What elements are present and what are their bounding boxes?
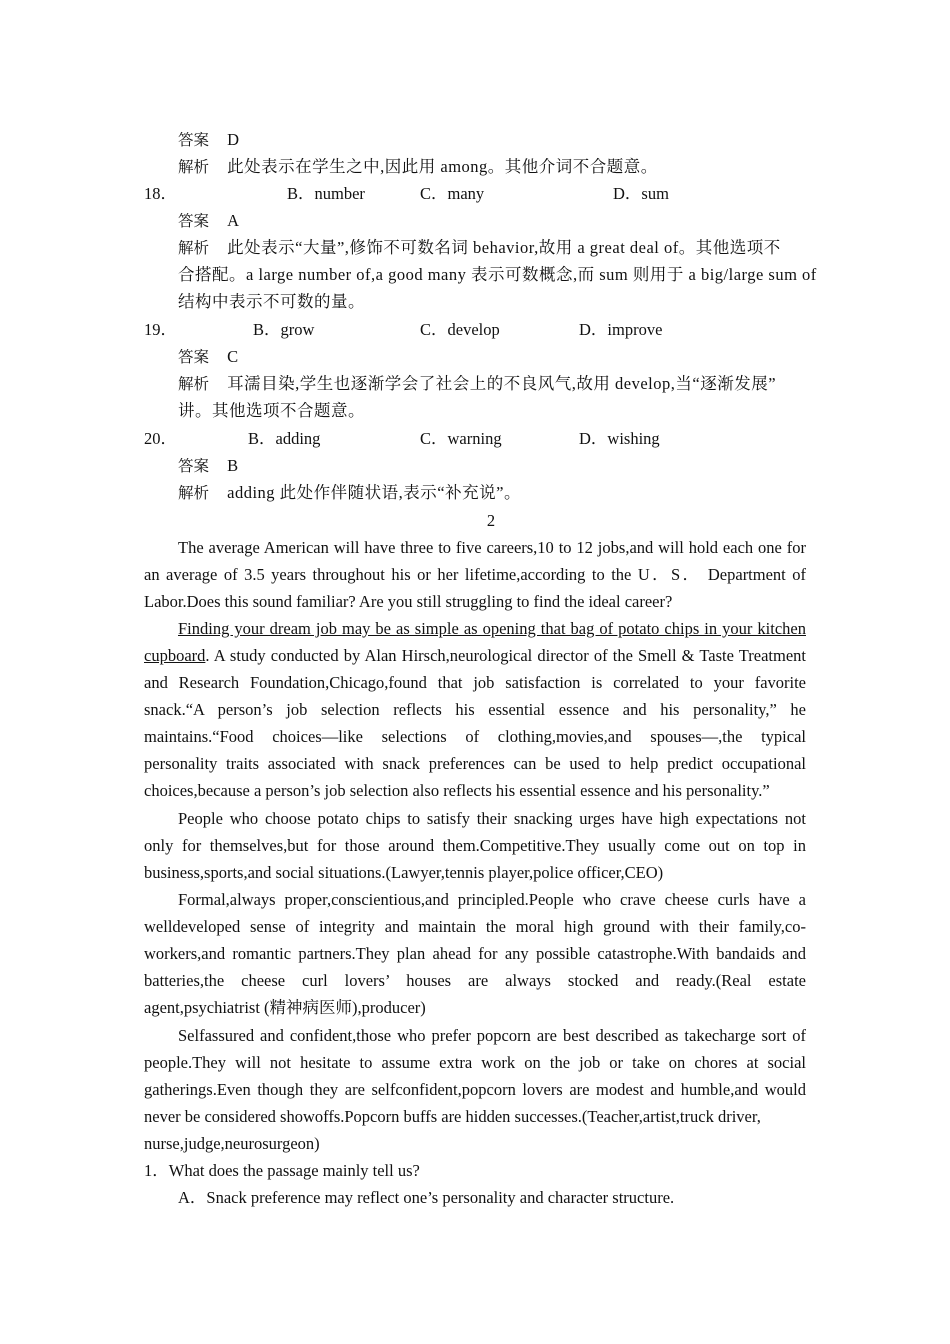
passage-line: nurse,judge,neurosurgeon): [144, 1134, 320, 1153]
passage-line: only for themselves,but for those around them.Competitive.They usually come out on top in: [144, 836, 806, 855]
q19-analysis-label: 解析: [178, 375, 210, 393]
q18-option-b: B．number: [287, 184, 365, 203]
passage-line: People who choose potato chips to satisfy their snacking urges have high expectations not: [178, 809, 806, 828]
q19-answer: C: [227, 347, 239, 366]
passage-underlined-word: cupboard: [144, 646, 206, 665]
section-number: 2: [486, 511, 496, 530]
q18-answer: A: [227, 211, 240, 230]
q18-number: 18．: [144, 184, 177, 203]
q17-analysis: 此处表示在学生之中,因此用 among。其他介词不合题意。: [227, 157, 658, 176]
q20-option-d: D．wishing: [579, 429, 660, 448]
q18-analysis-line: 结构中表示不可数的量。: [178, 292, 365, 311]
q20-option-b: B．adding: [248, 429, 321, 448]
question-1-stem: 1．What does the passage mainly tell us?: [144, 1161, 420, 1180]
q19-analysis-line: 讲。其他选项不合题意。: [178, 401, 365, 420]
q18-option-c: C．many: [420, 184, 485, 203]
q18-analysis-line: 此处表示“大量”,修饰不可数名词 behavior,故用 a great deal of。其他选项不: [227, 238, 781, 257]
q17-answer-label: 答案: [178, 131, 210, 149]
q18-analysis-row: [178, 237, 781, 259]
q19-analysis-line: 耳濡目染,学生也逐渐学会了社会上的不良风气,故用 develop,当“逐渐发展”: [227, 374, 777, 393]
q19-option-b: B．grow: [253, 320, 315, 339]
passage-line-rest: . A study conducted by Alan Hirsch,neurological director of the Smell & Taste Treatment: [205, 646, 806, 665]
passage-line: and Research Foundation,Chicago,found that job satisfaction is correlated to your favorite: [144, 673, 806, 692]
q19-analysis-row: [178, 373, 776, 395]
q20-answer: B: [227, 456, 239, 475]
passage-line: never be considered showoffs.Popcorn buffs are hidden successes.(Teacher,artist,truck driver,: [144, 1107, 761, 1126]
question-1-option-a: A．Snack preference may reflect one’s personality and character structure.: [178, 1188, 675, 1207]
passage-line: an average of 3.5 years throughout his or her lifetime,according to the U．S． Department of: [144, 565, 806, 584]
q20-answer-row: [178, 455, 238, 477]
passage-line: Formal,always proper,conscientious,and principled.People who crave cheese curls have a: [178, 890, 806, 909]
q19-answer-label: 答案: [178, 348, 210, 366]
q18-analysis-label: 解析: [178, 239, 210, 257]
passage-line: business,sports,and social situations.(Lawyer,tennis player,police officer,CEO): [144, 863, 664, 882]
passage-line: [144, 645, 806, 667]
q20-number: 20．: [144, 429, 177, 448]
q20-analysis-row: [178, 482, 521, 504]
q18-answer-row: [178, 210, 239, 232]
passage-line: workers,and romantic partners.They plan ahead for any possible catastrophe.With bandaids and: [144, 944, 806, 963]
passage-line: The average American will have three to five careers,10 to 12 jobs,and will hold each one for: [178, 538, 806, 557]
q20-analysis: adding 此处作伴随状语,表示“补充说”。: [227, 483, 521, 502]
q18-option-d: D．sum: [613, 184, 669, 203]
passage-line: snack.“A person’s job selection reflects his essential essence and his personality,” he: [144, 700, 806, 719]
q20-analysis-label: 解析: [178, 484, 210, 502]
passage-line: Labor.Does this sound familiar? Are you still struggling to find the ideal career?: [144, 592, 673, 611]
passage-line: choices,because a person’s job selection also reflects his essential essence and his personality.”: [144, 781, 770, 800]
passage-line: maintains.“Food choices—like selections of clothing,movies,and spouses—,the typical: [144, 727, 806, 746]
q17-analysis-row: [178, 156, 658, 178]
passage-line: people.They will not hesitate to assume extra work on the job or take on chores at social: [144, 1053, 806, 1072]
passage-line: Selfassured and confident,those who prefer popcorn are best described as takecharge sort of: [178, 1026, 806, 1045]
q18-answer-label: 答案: [178, 212, 210, 230]
q19-option-d: D．improve: [579, 320, 663, 339]
q20-option-c: C．warning: [420, 429, 502, 448]
passage-line: personality traits associated with snack preferences can be used to help predict occupational: [144, 754, 806, 773]
q17-analysis-label: 解析: [178, 158, 210, 176]
passage-line: welldeveloped sense of integrity and maintain the moral high ground with their family,co-: [144, 917, 806, 936]
passage-line: batteries,the cheese curl lovers’ houses are always stocked and ready.(Real estate: [144, 971, 806, 990]
q17-answer: D: [227, 130, 240, 149]
q19-number: 19．: [144, 320, 177, 339]
q17-answer-row: [178, 129, 239, 151]
q20-answer-label: 答案: [178, 457, 210, 475]
q18-analysis-line: 合搭配。a large number of,a good many 表示可数概念,而 sum 则用于 a big/large sum of: [178, 265, 817, 284]
passage-line: agent,psychiatrist (精神病医师),producer): [144, 998, 426, 1017]
q19-option-c: C．develop: [420, 320, 500, 339]
passage-line: gatherings.Even though they are selfconfident,popcorn lovers are modest and humble,and would: [144, 1080, 806, 1099]
q19-answer-row: [178, 346, 238, 368]
passage-underlined-sentence: Finding your dream job may be as simple as opening that bag of potato chips in your kitchen: [178, 619, 806, 638]
